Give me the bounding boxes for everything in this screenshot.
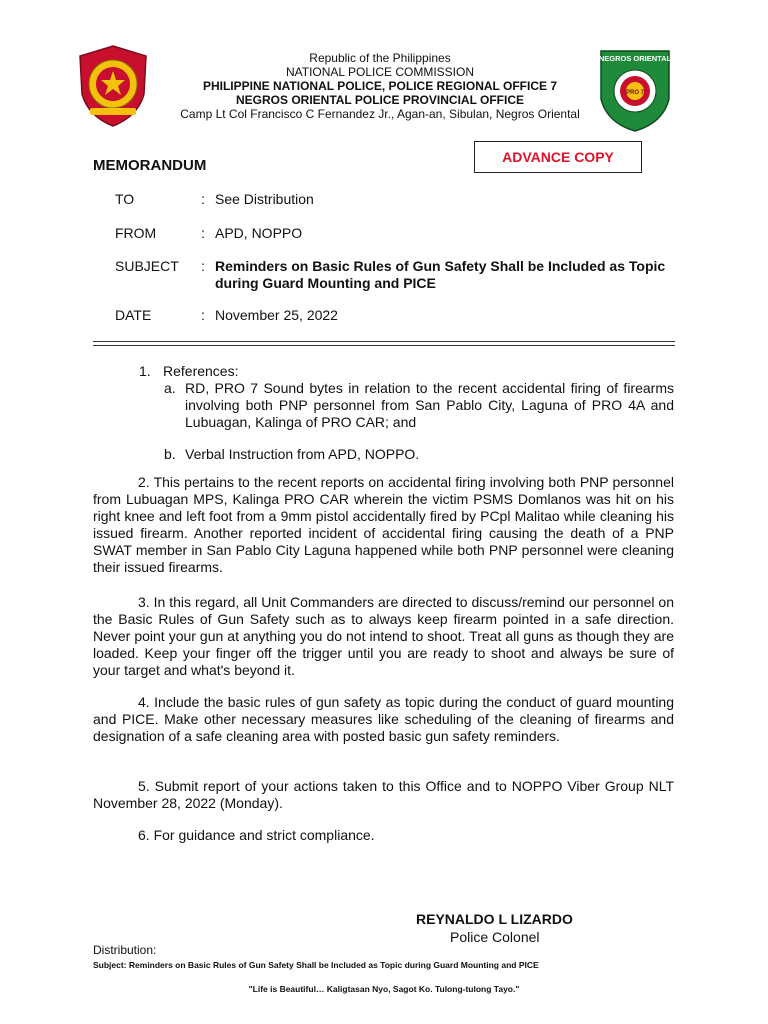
from-value: APD, NOPPO	[215, 225, 303, 241]
footer-motto: "Life is Beautiful… Kaligtasan Nyo, Sagot Ko. Tulong-tulong Tayo."	[248, 984, 520, 994]
subject-value: Reminders on Basic Rules of Gun Safety Shall be Included as Topic during Guard Mounting and PICE	[215, 258, 666, 291]
svg-text:PRO 7: PRO 7	[625, 90, 645, 96]
paragraph-3-text: 3. In this regard, all Unit Commanders are directed to discuss/remind our personnel on the Basic Rules of Gun Safety such as to always keep firearm pointed in a safe direction. Never point your gun at anything you do not intend to shoot. Treat all guns as though they are loaded. Keep your finger off the trigger until you are ready to shoot and always be sure of your target and what's beyond it.	[93, 594, 674, 678]
ref-title: References:	[163, 363, 239, 379]
svg-text:NEGROS ORIENTAL: NEGROS ORIENTAL	[598, 54, 672, 63]
to-value: See Distribution	[215, 191, 314, 207]
paragraph-5-text: 5. Submit report of your actions taken to this Office and to NOPPO Viber Group NLT November 28, 2022 (Monday).	[93, 778, 674, 811]
paragraph-4-text: 4. Include the basic rules of gun safety as topic during the conduct of guard mounting and PICE. Make other necessary measures like scheduling of the cleaning of firearms and designation of a safe cleaning area with posted basic gun safety reminders.	[93, 694, 674, 744]
distribution-label: Distribution:	[93, 943, 157, 957]
field-to	[115, 191, 685, 208]
references	[93, 363, 674, 463]
header-republic: Republic of the Philippines	[309, 51, 451, 65]
field-date	[115, 307, 685, 324]
memo-title: MEMORANDUM	[93, 157, 207, 174]
subject-colon: :	[201, 258, 205, 274]
paragraph-2	[93, 474, 674, 576]
from-colon: :	[201, 225, 205, 241]
paragraph-5	[93, 778, 674, 812]
field-from	[115, 225, 685, 242]
paragraph-6	[93, 827, 674, 844]
ref-a-label: a.	[164, 380, 176, 396]
date-value: November 25, 2022	[215, 307, 338, 323]
to-label: TO	[115, 191, 135, 207]
header-address: Camp Lt Col Francisco C Fernandez Jr., Agan-an, Sibulan, Negros Oriental	[180, 107, 580, 121]
paragraph-2-text: 2. This pertains to the recent reports on accidental firing involving both PNP personnel from Lubuagan MPS, Kalinga PRO CAR wherein the victim PSMS Domlanos was hit on his right knee and left foot from a 9mm pistol accidentally fired by PCpl Malitao while cleaning his issued firearm. Another reported incident of accidental firing causing the death of a PNP SWAT member in San Pablo City Laguna happened while both PNP personnel were cleaning their issued firearms.	[93, 474, 674, 575]
advance-copy-stamp: ADVANCE COPY	[474, 141, 642, 173]
ref-b-text: Verbal Instruction from APD, NOPPO.	[185, 446, 420, 462]
date-colon: :	[201, 307, 205, 323]
divider-top	[93, 341, 675, 342]
header-pnp: PHILIPPINE NATIONAL POLICE, POLICE REGIONAL OFFICE 7	[202, 79, 558, 93]
date-label: DATE	[115, 307, 152, 323]
header-napolcom: NATIONAL POLICE COMMISSION	[285, 65, 475, 79]
divider-bottom	[93, 345, 675, 346]
paragraph-4	[93, 694, 674, 745]
ref-number: 1.	[139, 363, 151, 379]
paragraph-6-text: 6. For guidance and strict compliance.	[138, 827, 375, 843]
ref-a-text: RD, PRO 7 Sound bytes in relation to the recent accidental firing of firearms involving both PNP personnel from San Pablo City, Laguna of PRO 4A and Lubuagan, Kalinga of PRO CAR; and	[185, 380, 674, 430]
header-noppo: NEGROS ORIENTAL POLICE PROVINCIAL OFFICE	[235, 93, 525, 107]
paragraph-3	[93, 594, 674, 679]
letterhead	[120, 51, 640, 121]
signatory-rank: Police Colonel	[450, 929, 540, 945]
to-colon: :	[201, 191, 205, 207]
subject-label: SUBJECT	[115, 258, 179, 274]
from-label: FROM	[115, 225, 157, 241]
field-subject	[115, 258, 685, 292]
footer-subject: Subject: Reminders on Basic Rules of Gun Safety Shall be Included as Topic during Guard Mounting and PICE	[93, 960, 539, 970]
ref-b-label: b.	[164, 446, 176, 462]
signatory-name: REYNALDO L LIZARDO	[416, 911, 573, 927]
